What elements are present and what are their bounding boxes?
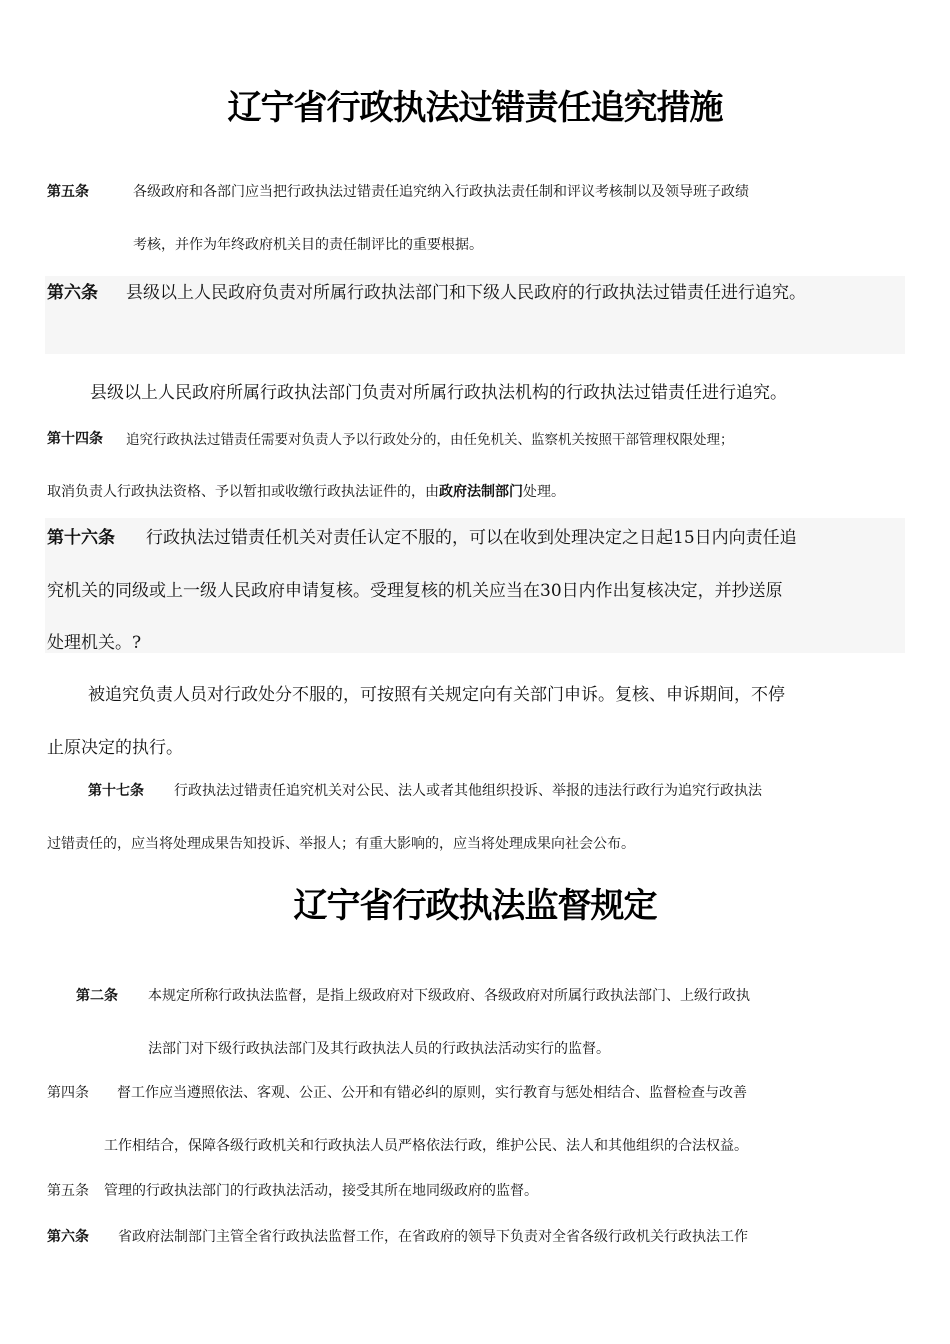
- article-16-label: 第十六条: [47, 528, 115, 548]
- article-14-label: 第十四条: [47, 431, 103, 447]
- doc2-article-2-text-line1: 本规定所称行政执法监督，是指上级政府对下级政府、各级政府对所属行政执法部门、上级行政执: [148, 988, 750, 1004]
- article-16-text-line3: 处理机关。?: [47, 633, 142, 653]
- article-17-label: 第十七条: [88, 783, 144, 799]
- doc2-article-4-text-line2: 工作相结合，保障各级行政机关和行政执法人员严格依法行政，维护公民、法人和其他组织的合法权益。: [104, 1138, 748, 1154]
- article-17-text-line1: 行政执法过错责任追究机关对公民、法人或者其他组织投诉、举报的违法行政行为追究行政执法: [174, 783, 762, 799]
- article-14-text-line1: 追究行政执法过错责任需要对负责人予以行政处分的，由任免机关、监察机关按照干部管理权限处理；: [126, 432, 734, 448]
- doc2-article-4-text-line1: 督工作应当遵照依法、客观、公正、公开和有错必纠的原则，实行教育与惩处相结合、监督检查与改善: [117, 1085, 747, 1101]
- article-14-line2-bold: 政府法制部门: [439, 484, 523, 500]
- article-6-text-line2: 县级以上人民政府所属行政执法部门负责对所属行政执法机构的行政执法过错责任进行追究。: [90, 383, 787, 403]
- doc2-article-5-text-line1: 管理的行政执法部门的行政执法活动，接受其所在地同级政府的监督。: [104, 1183, 538, 1199]
- article-14-text-line2: [47, 481, 565, 501]
- doc2-article-4-label: 第四条: [47, 1085, 89, 1101]
- doc2-article-6-label: 第六条: [47, 1229, 89, 1245]
- doc2-title: 辽宁省行政执法监督规定: [293, 886, 657, 926]
- article-16-text-line2: 究机关的同级或上一级人民政府申请复核。受理复核的机关应当在30日内作出复核决定，并抄送原: [47, 581, 783, 601]
- article-5-label: 第五条: [47, 184, 89, 200]
- article-14-line2-post: 处理。: [523, 484, 565, 500]
- article-17-text-line2: 过错责任的，应当将处理成果告知投诉、举报人；有重大影响的，应当将处理成果向社会公布。: [47, 836, 635, 852]
- article-14-line2-pre: 取消负责人行政执法资格、予以暂扣或收缴行政执法证件的，由: [47, 484, 439, 500]
- article-16-text-line5: 止原决定的执行。: [47, 738, 183, 758]
- article-6-label: 第六条: [47, 283, 98, 303]
- doc2-article-5-label: 第五条: [47, 1183, 89, 1199]
- article-16-text-line1: 行政执法过错责任机关对责任认定不服的，可以在收到处理决定之日起15日内向责任追: [146, 528, 797, 548]
- doc2-article-6-text-line1: 省政府法制部门主管全省行政执法监督工作，在省政府的领导下负责对全省各级行政机关行政执法工作: [118, 1229, 748, 1245]
- article-5-text-line2: 考核，并作为年终政府机关目的责任制评比的重要根据。: [133, 237, 483, 253]
- doc2-article-2-label: 第二条: [76, 988, 118, 1004]
- doc2-article-2-text-line2: 法部门对下级行政执法部门及其行政执法人员的行政执法活动实行的监督。: [148, 1041, 610, 1057]
- article-6-text-line1: 县级以上人民政府负责对所属行政执法部门和下级人民政府的行政执法过错责任进行追究。: [126, 283, 806, 303]
- doc1-title: 辽宁省行政执法过错责任追究措施: [227, 88, 723, 128]
- article-5-text-line1: 各级政府和各部门应当把行政执法过错责任追究纳入行政执法责任制和评议考核制以及领导班子政绩: [133, 184, 749, 200]
- article-16-text-line4: 被追究负责人员对行政处分不服的，可按照有关规定向有关部门申诉。复核、申诉期间，不停: [88, 685, 785, 705]
